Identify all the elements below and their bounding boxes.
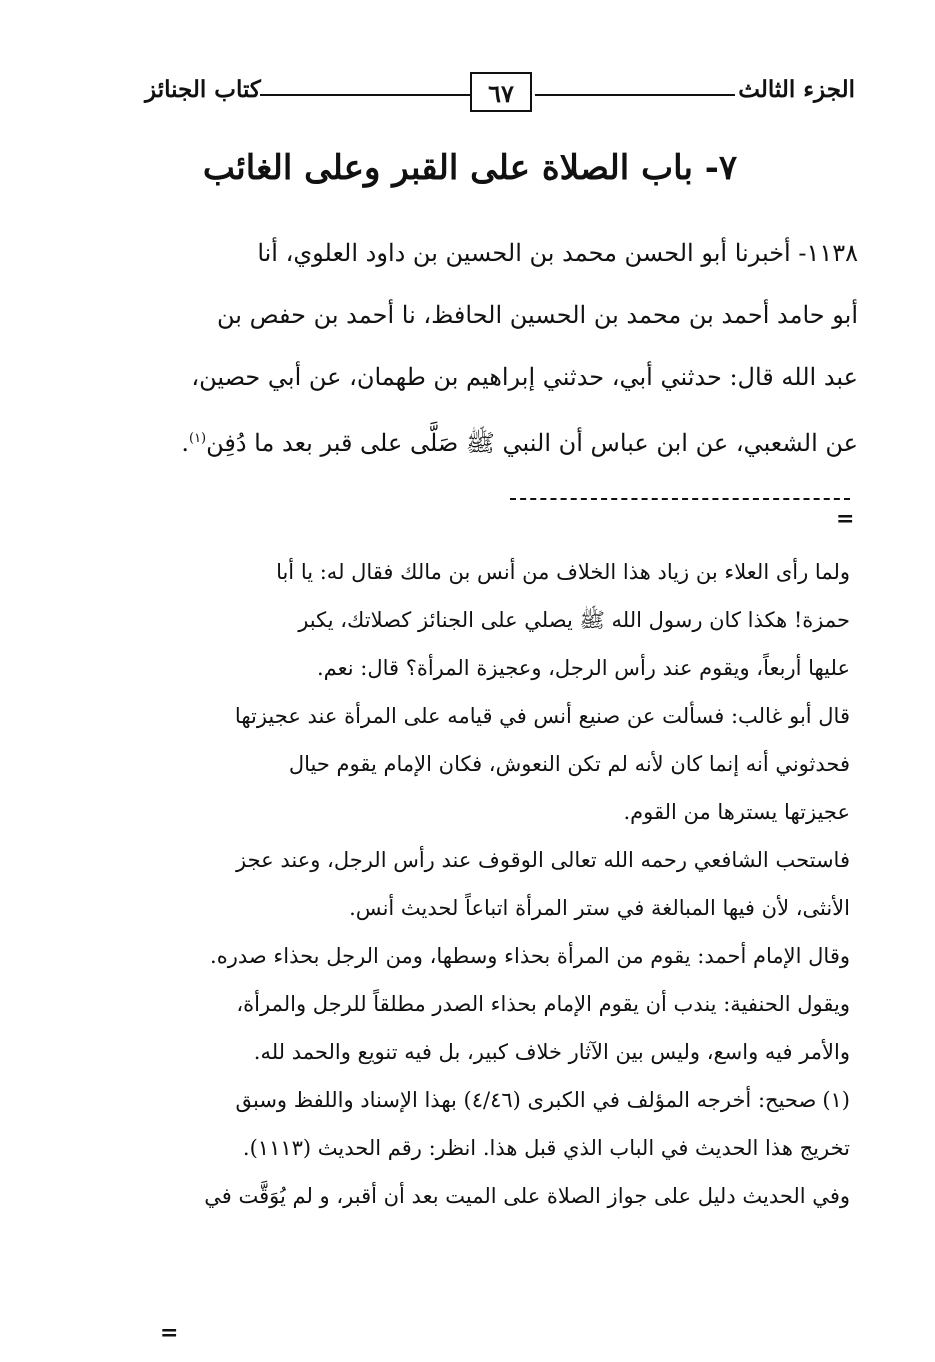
note-line: عجيزتها يسترها من القوم. [623,800,850,824]
continuation-mark: = [836,506,855,532]
note-line: وقال الإمام أحمد: يقوم من المرأة بحذاء وسطها، ومن الرجل بحذاء صدره. [210,944,850,968]
footnote-line: وفي الحديث دليل على جواز الصلاة على الميت بعد أن أقبر، و لم يُوَقَّت في [204,1184,850,1208]
note-line: الأنثى، لأن فيها المبالغة في ستر المرأة اتباعاً لحديث أنس. [349,896,850,920]
note-line: ويقول الحنفية: يندب أن يقوم الإمام بحذاء الصدر مطلقاً للرجل والمرأة، [236,992,850,1016]
hadith-line: عبد الله قال: حدثني أبي، حدثني إبراهيم بن طهمان، عن أبي حصين، [191,363,858,391]
volume-label: الجزء الثالث [738,76,855,103]
note-line: حمزة! هكذا كان رسول الله ﷺ يصلي على الجنائز كصلاتك، يكبر [298,608,850,632]
hadith-line-text: عن الشعبي، عن ابن عباس أن النبي ﷺ صَلَّى على قبر بعد ما دُفِن [206,429,858,457]
footnote-reference: (١) [188,431,207,446]
hadith-line: أبو حامد أحمد بن محمد بن الحسين الحافظ، نا أحمد بن حفص بن [216,301,858,329]
chapter-title: ٧- باب الصلاة على القبر وعلى الغائب [202,148,738,188]
end-continuation-mark: = [160,1320,179,1346]
header-rule-right [535,94,735,96]
note-line: عليها أربعاً، ويقوم عند رأس الرجل، وعجيزة المرأة؟ قال: نعم. [316,656,850,680]
page-number: ٦٧ [470,72,532,112]
note-line: قال أبو غالب: فسألت عن صنيع أنس في قيامه على المرأة عند عجيزتها [234,704,850,728]
hadith-line: ١١٣٨- أخبرنا أبو الحسن محمد بن الحسين بن داود العلوي، أنا [257,239,858,267]
note-line: ولما رأى العلاء بن زياد هذا الخلاف من أنس بن مالك فقال له: يا أبا [276,560,850,584]
footnote-line: تخريج هذا الحديث في الباب الذي قبل هذا. انظر: رقم الحديث (١١١٣). [242,1136,850,1160]
book-label: كتاب الجنائز [145,76,261,103]
footnote-separator [510,498,850,500]
footnote-number: (١) [822,1088,850,1112]
hadith-line [140,408,858,474]
footnote-text: صحيح: أخرجه المؤلف في الكبرى (٤/٤٦) بهذا الإسناد واللفظ وسبق [235,1088,817,1112]
note-line: فحدثوني أنه إنما كان لأنه لم تكن النعوش، فكان الإمام يقوم حيال [288,752,850,776]
footnote-line [150,1076,850,1124]
header-rule-left [260,94,470,96]
running-header [145,70,855,120]
notes-section [150,548,850,1220]
note-line: والأمر فيه واسع، وليس بين الآثار خلاف كبير، بل فيه تنويع والحمد لله. [253,1040,850,1064]
hadith-text [140,222,858,474]
hadith-end-mark: . [181,429,189,457]
note-line: فاستحب الشافعي رحمه الله تعالى الوقوف عند رأس الرجل، وعند عجز [235,848,850,872]
